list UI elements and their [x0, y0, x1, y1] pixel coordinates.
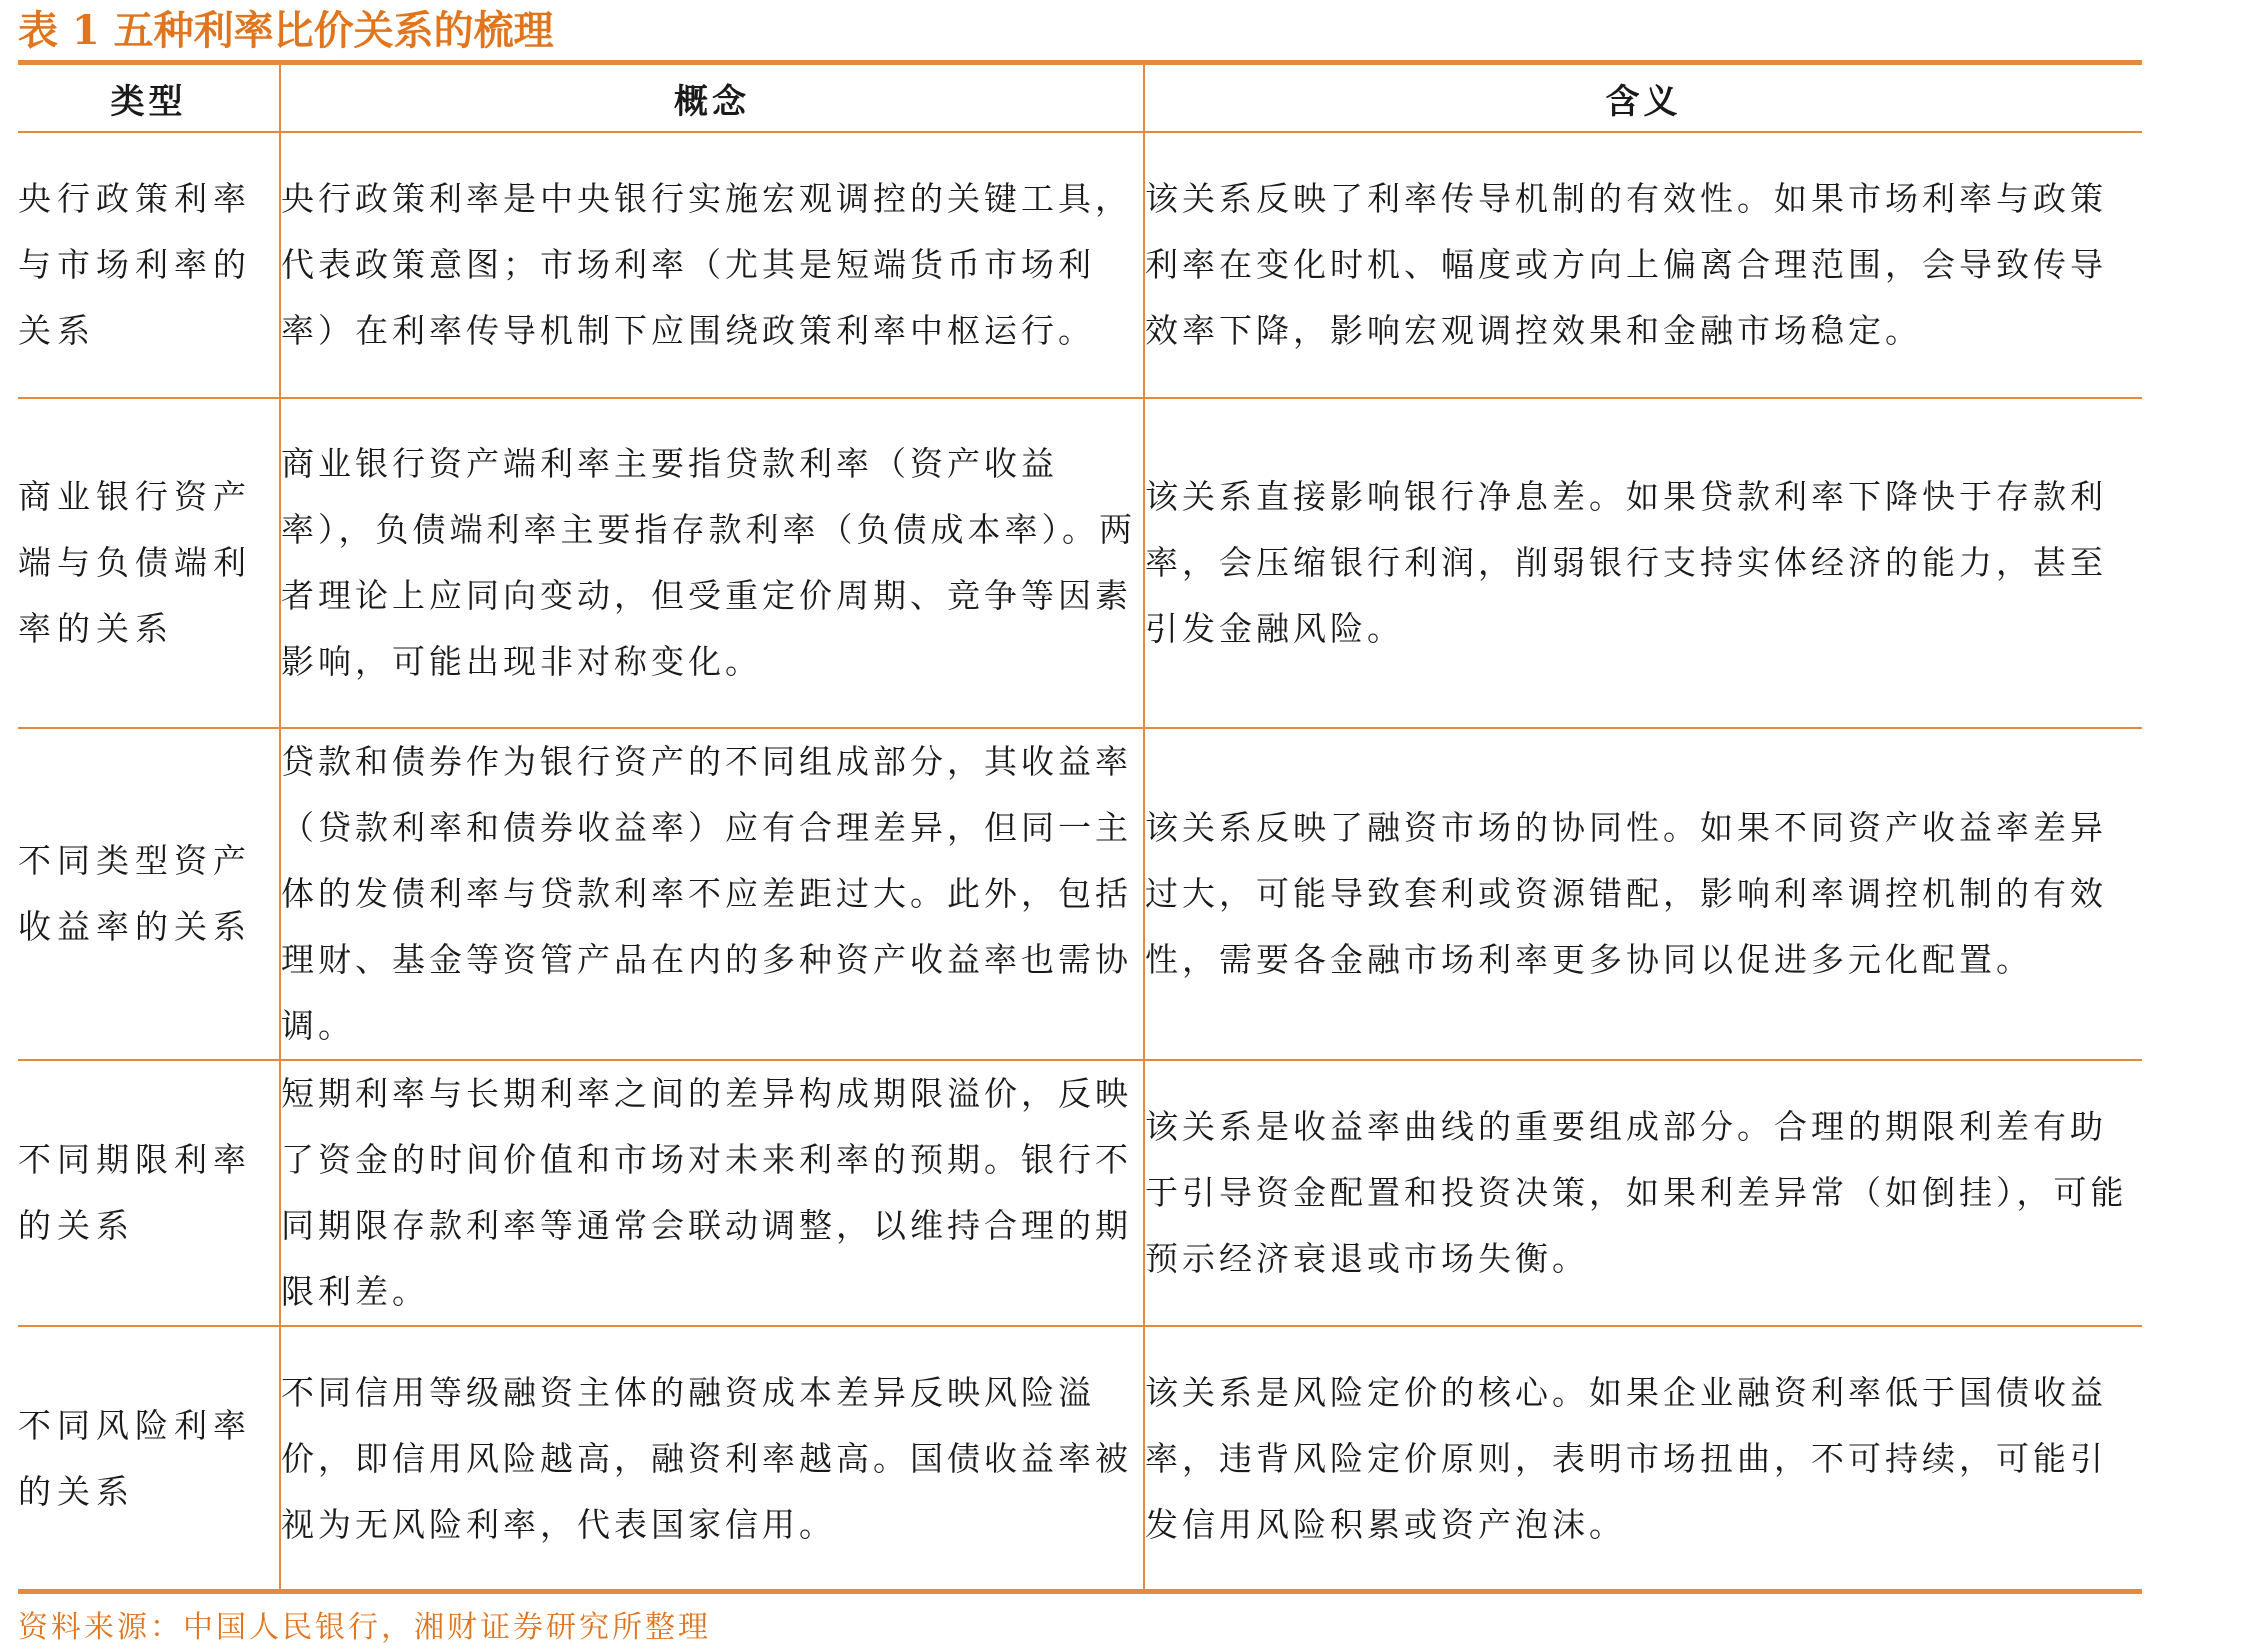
table-row — [18, 728, 2142, 1060]
header-meaning: 含义 — [1144, 65, 2142, 132]
row-concept: 商业银行资产端利率主要指贷款利率（资产收益率），负债端利率主要指存款利率（负债成本率）。两者理论上应同向变动，但受重定价周期、竞争等因素影响，可能出现非对称变化。 — [280, 398, 1144, 728]
row-type: 不同风险利率的关系 — [18, 1405, 252, 1511]
row-concept: 央行政策利率是中央银行实施宏观调控的关键工具，代表政策意图；市场利率（尤其是短端货币市场利率）在利率传导机制下应围绕政策利率中枢运行。 — [280, 132, 1144, 398]
table-row — [18, 1060, 2142, 1326]
row-meaning: 该关系是收益率曲线的重要组成部分。合理的期限利差有助于引导资金配置和投资决策，如果利差异常（如倒挂），可能预示经济衰退或市场失衡。 — [1144, 1060, 2142, 1326]
row-meaning: 该关系反映了融资市场的协同性。如果不同资产收益率差异过大，可能导致套利或资源错配，影响利率调控机制的有效性，需要各金融市场利率更多协同以促进多元化配置。 — [1144, 728, 2142, 1060]
table-row — [18, 132, 2142, 398]
row-meaning: 该关系反映了利率传导机制的有效性。如果市场利率与政策利率在变化时机、幅度或方向上偏离合理范围，会导致传导效率下降，影响宏观调控效果和金融市场稳定。 — [1144, 132, 2142, 398]
table-header-row — [18, 65, 2142, 132]
row-type: 不同类型资产收益率的关系 — [18, 728, 280, 1060]
row-meaning: 该关系是风险定价的核心。如果企业融资利率低于国债收益率，违背风险定价原则，表明市场扭曲，不可持续，可能引发信用风险积累或资产泡沫。 — [1144, 1326, 2142, 1590]
table-title: 表 1 五种利率比价关系的梳理 — [18, 7, 554, 54]
source-note: 资料来源：中国人民银行，湘财证券研究所整理 — [18, 1610, 711, 1645]
rate-relations-table — [18, 65, 2142, 1590]
row-type: 不同期限利率的关系 — [18, 1060, 280, 1326]
header-concept: 概念 — [280, 65, 1144, 132]
row-type: 商业银行资产端与负债端利率的关系 — [18, 398, 280, 728]
table-row — [18, 398, 2142, 728]
header-type: 类型 — [18, 65, 280, 132]
table-row — [18, 1326, 2142, 1590]
row-concept: 不同信用等级融资主体的融资成本差异反映风险溢价，即信用风险越高，融资利率越高。国债收益率被视为无风险利率，代表国家信用。 — [280, 1326, 1144, 1590]
row-type: 央行政策利率与市场利率的关系 — [18, 132, 280, 398]
bottom-rule — [18, 1589, 2142, 1594]
row-meaning: 该关系直接影响银行净息差。如果贷款利率下降快于存款利率，会压缩银行利润，削弱银行支持实体经济的能力，甚至引发金融风险。 — [1144, 398, 2142, 728]
row-concept: 短期利率与长期利率之间的差异构成期限溢价，反映了资金的时间价值和市场对未来利率的预期。银行不同期限存款利率等通常会联动调整，以维持合理的期限利差。 — [280, 1060, 1144, 1326]
row-concept: 贷款和债券作为银行资产的不同组成部分，其收益率（贷款利率和债券收益率）应有合理差异，但同一主体的发债利率与贷款利率不应差距过大。此外，包括理财、基金等资管产品在内的多种资产收益率也需协调。 — [280, 728, 1144, 1060]
